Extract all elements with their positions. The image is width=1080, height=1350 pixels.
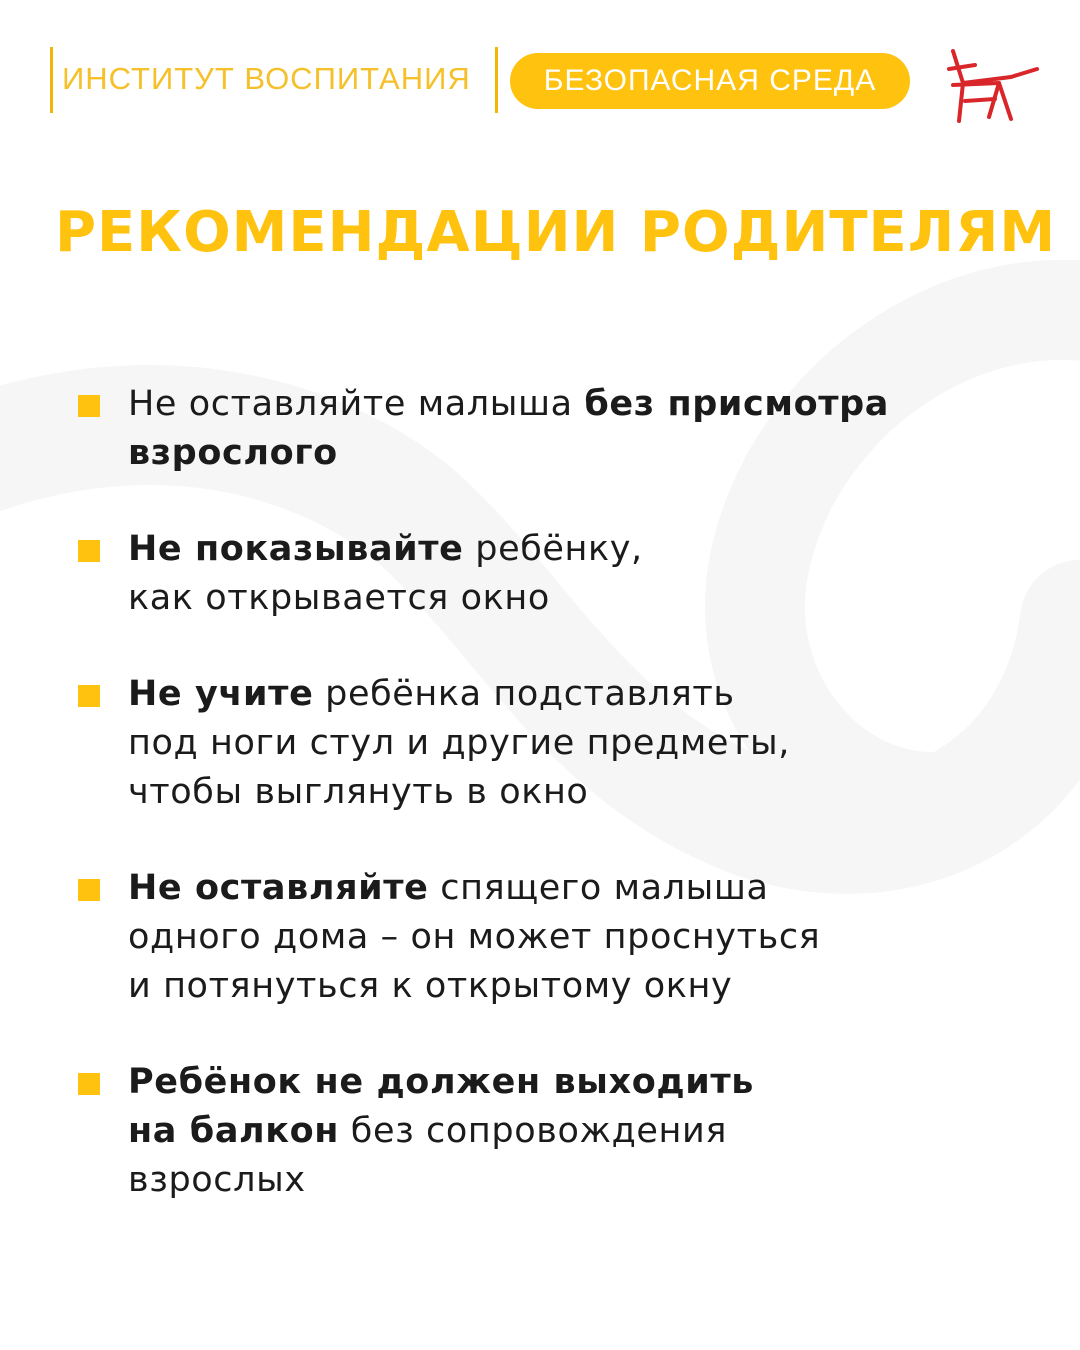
list-item	[78, 1058, 1038, 1205]
chair-icon	[945, 47, 1041, 127]
topic-badge: БЕЗОПАСНАЯ СРЕДА	[510, 53, 910, 109]
item-line: как открывается окно	[128, 578, 550, 618]
header-divider-middle	[495, 47, 498, 113]
item-line: Не оставляйте малыша без присмотра	[128, 384, 889, 424]
list-item	[78, 380, 1038, 478]
item-line: под ноги стул и другие предметы,	[128, 723, 790, 763]
bullet-square-icon	[78, 685, 100, 707]
page-title: РЕКОМЕНДАЦИИ РОДИТЕЛЯМ	[55, 200, 1057, 265]
header	[50, 47, 1050, 113]
recommendations-list	[78, 380, 1038, 1252]
bullet-square-icon	[78, 879, 100, 901]
item-line: взрослого	[128, 433, 338, 473]
item-line: взрослых	[128, 1160, 306, 1200]
list-item	[78, 670, 1038, 817]
bullet-square-icon	[78, 395, 100, 417]
bullet-square-icon	[78, 1073, 100, 1095]
list-item	[78, 864, 1038, 1011]
item-line: Ребёнок не должен выходить	[128, 1062, 754, 1102]
item-line: на балкон без сопровождения	[128, 1111, 728, 1151]
item-line: Не показывайте ребёнку,	[128, 529, 643, 569]
header-divider-left	[50, 47, 53, 113]
item-line: Не оставляйте спящего малыша	[128, 868, 769, 908]
item-line: одного дома – он может проснуться	[128, 917, 821, 957]
list-item	[78, 525, 1038, 623]
bullet-square-icon	[78, 540, 100, 562]
org-name: ИНСТИТУТ ВОСПИТАНИЯ	[62, 61, 471, 96]
item-line: Не учите ребёнка подставлять	[128, 674, 735, 714]
item-line: и потянуться к открытому окну	[128, 966, 733, 1006]
item-line: чтобы выглянуть в окно	[128, 772, 589, 812]
